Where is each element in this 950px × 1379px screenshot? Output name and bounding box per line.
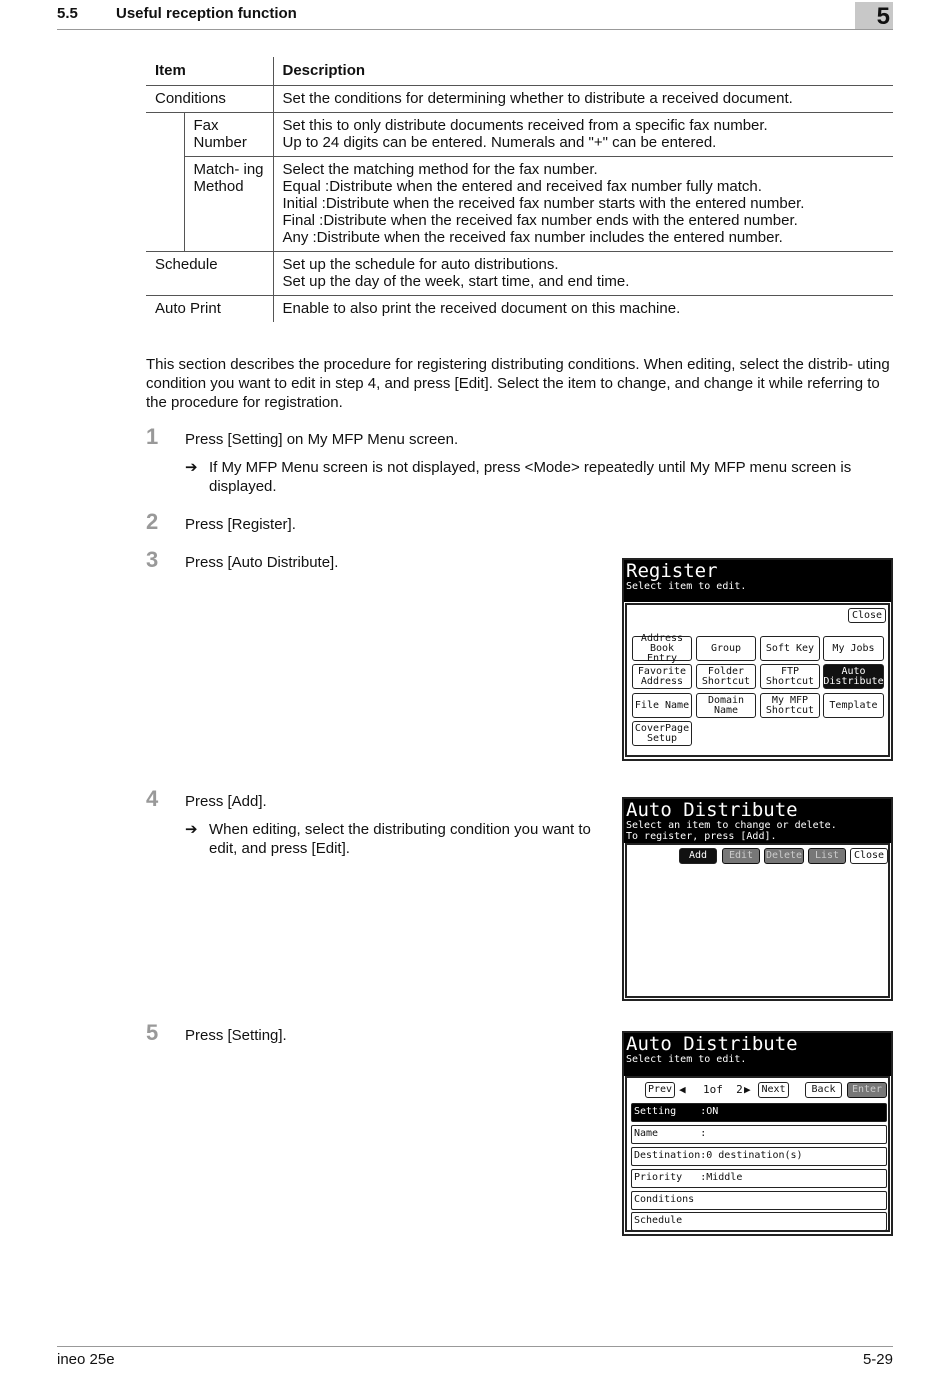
step-text-5: Press [Setting]. — [185, 1027, 287, 1044]
register-panel — [625, 603, 890, 757]
priority-row[interactable]: Priority :Middle — [631, 1169, 887, 1188]
step-number-3: 3 — [146, 547, 159, 572]
item-auto-print: Auto Print — [155, 299, 221, 317]
page-footer — [57, 1346, 893, 1368]
model-name: ineo 25e — [57, 1351, 115, 1368]
screen-title-bar — [624, 1033, 891, 1076]
close-button[interactable]: Close — [848, 608, 886, 623]
back-button[interactable]: Back — [805, 1082, 842, 1098]
page-number: 5-29 — [862, 1351, 893, 1368]
desc-auto-print: Enable to also print the received document on this machine. — [273, 295, 893, 322]
screen-subtitle: Select item to edit. — [626, 581, 747, 592]
col-header-description: Description — [273, 57, 893, 85]
auto-distribute-list-screen — [622, 797, 893, 1001]
schedule-row[interactable]: Schedule — [631, 1212, 887, 1231]
list-button[interactable]: List — [808, 848, 846, 864]
item-matching-method: Match- ing Method — [184, 156, 273, 251]
arrow-icon: ➔ — [185, 821, 198, 838]
next-button[interactable]: Next — [758, 1082, 789, 1098]
destination-row[interactable]: Destination:0 destination(s) — [631, 1147, 887, 1166]
my-mfp-shortcut-button[interactable]: My MFP Shortcut — [760, 693, 820, 718]
group-button[interactable]: Group — [696, 636, 756, 661]
step-number-1: 1 — [146, 424, 159, 449]
enter-button[interactable]: Enter — [847, 1082, 887, 1098]
desc-conditions: Set the conditions for determining whether to distribute a received document. — [273, 85, 893, 112]
delete-button[interactable]: Delete — [764, 848, 804, 864]
screen-subtitle-2: To register, press [Add]. — [626, 831, 777, 842]
screen-subtitle: Select item to edit. — [626, 1054, 747, 1065]
col-header-item: Item — [146, 57, 273, 85]
next-arrow-icon[interactable]: ▶ — [744, 1083, 751, 1096]
screen-title-bar — [624, 560, 891, 602]
folder-shortcut-button[interactable]: Folder Shortcut — [696, 664, 756, 689]
screen-subtitle-1: Select an item to change or delete. — [626, 820, 837, 831]
intro-paragraph: This section describes the procedure for registering distributing conditions. When editing, select the distrib- uting condition you want to edit in step 4, and press [Edit]. Select the item to change, and change it while referring to the procedure for registration. — [146, 356, 890, 411]
step-text-3: Press [Auto Distribute]. — [185, 554, 339, 571]
add-button[interactable]: Add — [679, 848, 717, 864]
section-title: Useful reception function — [116, 5, 297, 22]
step-text-1: Press [Setting] on My MFP Menu screen. — [185, 431, 459, 448]
template-button[interactable]: Template — [823, 693, 884, 718]
chapter-tab: 5 — [855, 2, 893, 29]
desc-matching-method: Select the matching method for the fax number. Equal :Distribute when the entered and received fax number fully match. Initial :Distribute when the received fax number starts with the entered number. Final :Distribute when the received fax number ends with the entered number. Any :Distribute when the received fax number includes the entered number. — [273, 156, 893, 251]
step-text-2: Press [Register]. — [185, 516, 296, 533]
coverpage-setup-button[interactable]: CoverPage Setup — [632, 721, 692, 746]
screen-title: Auto Distribute — [626, 1033, 798, 1055]
domain-name-button[interactable]: Domain Name — [696, 693, 756, 718]
screen-title-bar — [624, 799, 891, 843]
desc-fax-number: Set this to only distribute documents received from a specific fax number. Up to 24 digits can be entered. Numerals and "+" can be entered. — [273, 112, 893, 156]
close-button[interactable]: Close — [850, 848, 888, 864]
page-indicator: 1of 2 — [703, 1083, 743, 1096]
favorite-address-button[interactable]: Favorite Address — [632, 664, 692, 689]
conditions-row[interactable]: Conditions — [631, 1191, 887, 1210]
description-table — [146, 57, 893, 322]
screen-title: Register — [626, 560, 718, 582]
prev-button[interactable]: Prev — [645, 1082, 675, 1098]
auto-distribute-button[interactable]: Auto Distribute — [823, 664, 884, 689]
name-row[interactable]: Name : — [631, 1125, 887, 1144]
step-sub-1: If My MFP Menu screen is not displayed, press <Mode> repeatedly until My MFP menu screen is displayed. — [209, 459, 852, 495]
setting-row[interactable]: Setting :ON — [631, 1103, 887, 1122]
settings-panel — [625, 1076, 890, 1232]
item-conditions: Conditions — [146, 85, 273, 112]
step-number-5: 5 — [146, 1020, 159, 1045]
address-book-entry-button[interactable]: Address Book Entry — [632, 636, 692, 661]
section-number: 5.5 — [57, 5, 78, 22]
my-jobs-button[interactable]: My Jobs — [823, 636, 884, 661]
file-name-button[interactable]: File Name — [632, 693, 692, 718]
step-sub-4: When editing, select the distributing condition you want to edit, and press [Edit]. — [209, 821, 591, 857]
step-text-4: Press [Add]. — [185, 793, 267, 810]
desc-schedule: Set up the schedule for auto distributions. Set up the day of the week, start time, and end time. — [273, 251, 893, 295]
item-fax-number: Fax Number — [184, 112, 273, 156]
register-screen — [622, 558, 893, 761]
page-header — [57, 4, 893, 30]
edit-button[interactable]: Edit — [722, 848, 760, 864]
screen-title: Auto Distribute — [626, 799, 798, 821]
prev-arrow-icon[interactable]: ◀ — [679, 1083, 686, 1096]
step-number-4: 4 — [146, 786, 159, 811]
item-schedule: Schedule — [146, 251, 273, 295]
soft-key-button[interactable]: Soft Key — [760, 636, 820, 661]
list-panel — [625, 843, 890, 998]
step-number-2: 2 — [146, 509, 159, 534]
ftp-shortcut-button[interactable]: FTP Shortcut — [760, 664, 820, 689]
arrow-icon: ➔ — [185, 459, 198, 476]
auto-distribute-settings-screen — [622, 1031, 893, 1236]
